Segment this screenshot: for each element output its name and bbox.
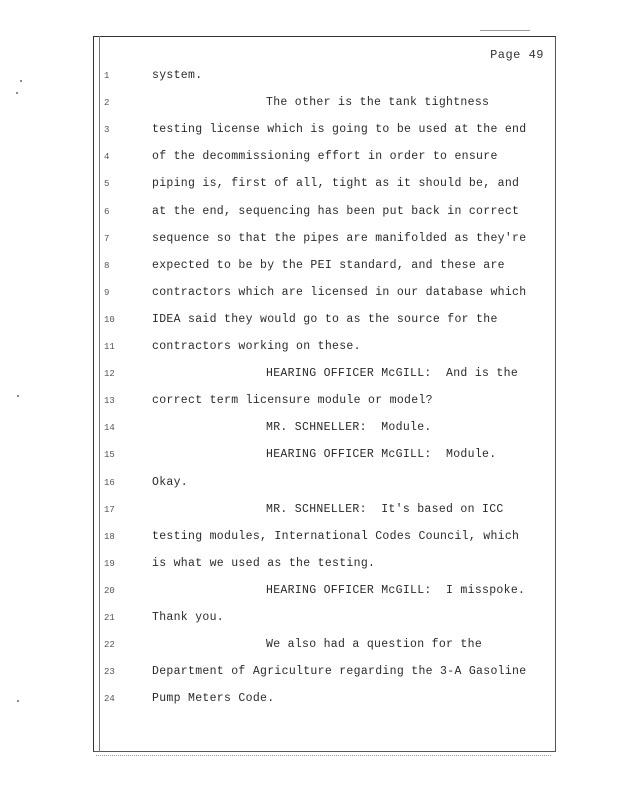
line-text: Pump Meters Code. bbox=[152, 692, 275, 706]
transcript-line bbox=[0, 503, 618, 523]
transcript-line bbox=[0, 557, 618, 577]
transcript-line bbox=[0, 313, 618, 333]
transcript-line bbox=[0, 259, 618, 279]
line-number: 21 bbox=[104, 613, 115, 623]
page-number: Page 49 bbox=[490, 48, 544, 62]
line-text: Department of Agriculture regarding the 3-A Gasoline bbox=[152, 665, 527, 679]
line-text: MR. SCHNELLER: Module. bbox=[266, 421, 432, 435]
line-number: 17 bbox=[104, 504, 115, 515]
line-text: HEARING OFFICER McGILL: I misspoke. bbox=[266, 583, 526, 597]
line-number: 8 bbox=[104, 260, 110, 271]
line-text: MR. SCHNELLER: It's based on ICC bbox=[266, 502, 504, 516]
line-text: Thank you. bbox=[152, 611, 225, 624]
transcript-line bbox=[0, 611, 618, 631]
line-number: 9 bbox=[104, 287, 110, 298]
transcript-line bbox=[0, 286, 618, 306]
line-number: 2 bbox=[104, 98, 110, 109]
transcript-line bbox=[0, 150, 618, 170]
line-number: 5 bbox=[104, 179, 110, 190]
transcript-line bbox=[0, 96, 618, 116]
line-text: piping is, first of all, tight as it should be, and bbox=[152, 177, 520, 191]
line-number: 16 bbox=[104, 477, 115, 488]
scan-speck bbox=[16, 92, 18, 94]
line-text: testing modules, International Codes Council, which bbox=[152, 529, 520, 543]
line-text: IDEA said they would go to as the source for the bbox=[152, 312, 498, 326]
transcript-line bbox=[0, 177, 618, 197]
line-number: 10 bbox=[104, 314, 115, 325]
line-text: contractors working on these. bbox=[152, 340, 361, 353]
line-number: 11 bbox=[104, 342, 115, 352]
transcript-line bbox=[0, 123, 618, 143]
line-text: expected to be by the PEI standard, and these are bbox=[152, 258, 505, 272]
line-text: testing license which is going to be used at the end bbox=[152, 123, 527, 137]
scan-speck bbox=[20, 80, 22, 82]
line-number: 4 bbox=[104, 152, 110, 163]
line-text: We also had a question for the bbox=[266, 638, 483, 652]
line-text: correct term licensure module or model? bbox=[152, 394, 433, 408]
line-number: 20 bbox=[104, 585, 115, 596]
line-text: The other is the tank tightness bbox=[266, 96, 490, 110]
transcript-line bbox=[0, 394, 618, 414]
transcript-line bbox=[0, 476, 618, 496]
line-number: 18 bbox=[104, 531, 115, 542]
line-number: 24 bbox=[104, 694, 115, 705]
line-text: is what we used as the testing. bbox=[152, 556, 376, 570]
line-number: 13 bbox=[104, 396, 115, 407]
line-text: contractors which are licensed in our database which bbox=[152, 285, 527, 299]
line-number: 14 bbox=[104, 423, 115, 434]
line-number: 22 bbox=[104, 640, 115, 651]
transcript-line bbox=[0, 69, 618, 89]
line-number: 23 bbox=[104, 667, 115, 678]
line-number: 3 bbox=[104, 125, 110, 136]
line-text: system. bbox=[152, 69, 203, 82]
line-text: of the decommissioning effort in order to ensure bbox=[152, 150, 498, 164]
transcript-line bbox=[0, 638, 618, 658]
transcript-line bbox=[0, 421, 618, 441]
scan-speck bbox=[17, 700, 19, 702]
scan-speck bbox=[17, 395, 19, 397]
transcript-line bbox=[0, 584, 618, 604]
transcript-line bbox=[0, 692, 618, 712]
transcript-line bbox=[0, 367, 618, 387]
transcript-line bbox=[0, 448, 618, 468]
top-scan-mark bbox=[480, 30, 530, 31]
bottom-scan-noise bbox=[96, 755, 551, 757]
transcript-line bbox=[0, 665, 618, 685]
line-number: 7 bbox=[104, 233, 110, 244]
line-number: 15 bbox=[104, 450, 115, 461]
transcript-line bbox=[0, 205, 618, 225]
transcript-line bbox=[0, 530, 618, 550]
line-text: Okay. bbox=[152, 475, 189, 489]
transcript-line bbox=[0, 340, 618, 360]
line-number: 12 bbox=[104, 369, 115, 380]
line-number: 6 bbox=[104, 206, 110, 217]
line-text: at the end, sequencing has been put back in correct bbox=[152, 204, 520, 218]
transcript-line bbox=[0, 232, 618, 252]
line-text: HEARING OFFICER McGILL: And is the bbox=[266, 367, 519, 381]
line-text: HEARING OFFICER McGILL: Module. bbox=[266, 448, 497, 462]
line-text: sequence so that the pipes are manifolded as they're bbox=[152, 231, 527, 245]
line-number: 1 bbox=[104, 71, 110, 81]
line-number: 19 bbox=[104, 558, 115, 569]
